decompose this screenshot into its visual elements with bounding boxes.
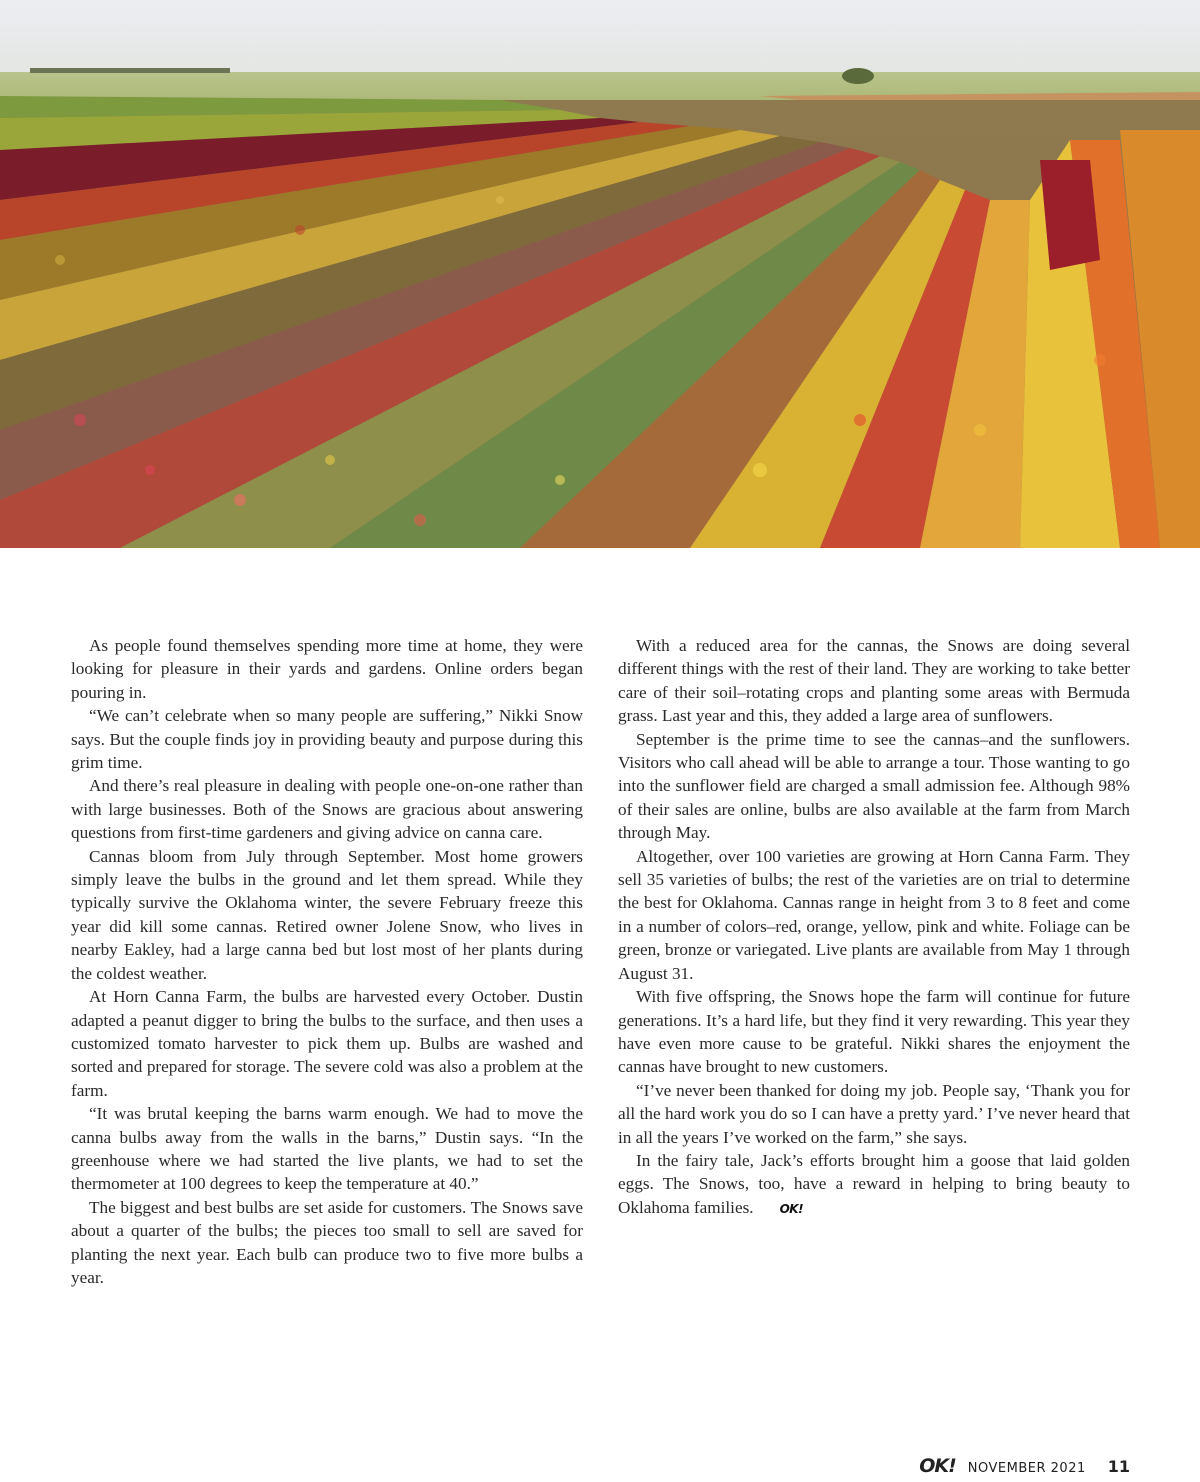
paragraph: With a reduced area for the cannas, the Snows are doing several different things with the rest of their land. They are working to take better care of their soil–rotating crops and planting some areas with Bermuda grass. Last year and this, they added a large area of sunflowers. xyxy=(618,636,1130,726)
paragraph: And there’s real pleasure in dealing with people one-on-one rather than with large businesses. Both of the Snows are gracious about answering questions from first-time gardeners and giving advice on canna care. xyxy=(71,776,583,843)
paragraph: At Horn Canna Farm, the bulbs are harvested every October. Dustin adapted a peanut digger to bring the bulbs to the surface, and then uses a customized tomato harvester to pick them up. Bulbs are washed and sorted and prepared for storage. The severe cold was also a problem at the farm. xyxy=(71,987,583,1100)
page-number: 11 xyxy=(1107,1457,1130,1476)
end-mark-logo: OK! xyxy=(779,1201,804,1216)
paragraph: Altogether, over 100 varieties are growing at Horn Canna Farm. They sell 35 varieties of bulbs; the rest of the varieties are on trial to determine the best for Oklahoma. Cannas range in height from 3 to 8 feet and come in a number of colors–red, orange, yellow, pink and white. Foliage can be green, bronze or variegated. Live plants are available from May 1 through August 31. xyxy=(618,846,1130,983)
paragraph: September is the prime time to see the cannas–and the sunflowers. Visitors who call ahead will be able to arrange a tour. Those wanting to go into the sunflower field are charged a small admission fee. Although 98% of their sales are online, bulbs are also available at the farm from March through May. xyxy=(618,729,1130,843)
paragraph: The biggest and best bulbs are set aside for customers. The Snows save about a quarter of the bulbs; the pieces too small to sell are saved for planting the next year. Each bulb can produce two to five more bulbs a year. xyxy=(71,1197,583,1287)
magazine-logo: OK! xyxy=(919,1455,956,1477)
paragraph-final-text: In the fairy tale, Jack’s efforts brought him a goose that laid golden eggs. The Snows, too, have a reward in helping to bring beauty to Oklahoma families. xyxy=(618,1150,1130,1217)
paragraph: “It was brutal keeping the barns warm enough. We had to move the canna bulbs away from the walls in the barns,” Dustin says. “In the greenhouse where we had started the live plants, we had to set the thermometer at 100 degrees to keep the temperature at 40.” xyxy=(71,1104,583,1194)
article-left-column xyxy=(71,634,583,1289)
sky xyxy=(0,0,1200,78)
paragraph: “I’ve never been thanked for doing my job. People say, ‘Thank you for all the hard work you do so I can have a pretty yard.’ I’ve never heard that in all the years I’ve worked on the farm,” she says. xyxy=(618,1080,1130,1147)
paragraph: Cannas bloom from July through September. Most home growers simply leave the bulbs in the ground and let them spread. While they typically survive the Oklahoma winter, the severe February freeze this year did kill some cannas. Retired owner Jolene Snow, who lives in nearby Eakley, had a large canna bed but lost most of her plants during the coldest weather. xyxy=(71,846,583,983)
paragraph: With five offspring, the Snows hope the farm will continue for future generations. It’s a hard life, but they find it very rewarding. This year they have even more cause to be grateful. Nikki shares the enjoyment the cannas have brought to new customers. xyxy=(618,987,1130,1077)
paragraph-final xyxy=(618,1149,1130,1221)
article-right-column xyxy=(618,634,1130,1221)
canna-field-illustration xyxy=(0,0,1200,548)
issue-date: NOVEMBER 2021 xyxy=(967,1461,1086,1476)
paragraph: “We can’t celebrate when so many people are suffering,” Nikki Snow says. But the couple finds joy in providing beauty and purpose during this grim time. xyxy=(71,706,583,773)
page-footer xyxy=(919,1455,1130,1477)
paragraph: As people found themselves spending more time at home, they were looking for pleasure in their yards and gardens. Online orders began pouring in. xyxy=(71,636,583,702)
canna-field-photo xyxy=(0,0,1200,548)
